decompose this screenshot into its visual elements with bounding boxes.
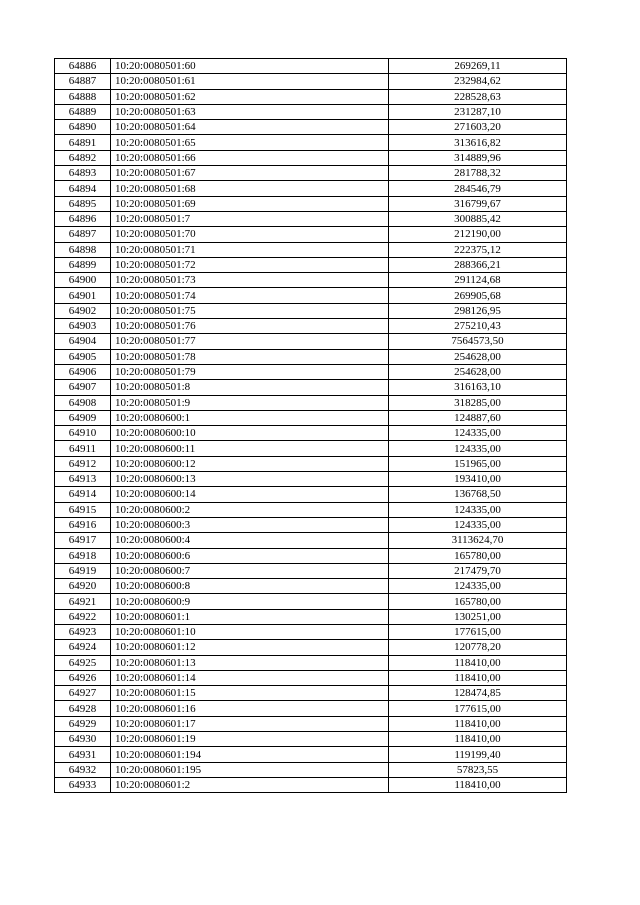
row-number-cell: 64927 (55, 686, 111, 701)
table-row (55, 472, 567, 487)
row-number-cell: 64890 (55, 120, 111, 135)
row-number-cell: 64915 (55, 502, 111, 517)
row-number-cell: 64919 (55, 563, 111, 578)
table-row (55, 701, 567, 716)
cadastral-value-cell: 298126,95 (389, 303, 567, 318)
table-row (55, 563, 567, 578)
row-number-cell: 64900 (55, 273, 111, 288)
cadastral-number-cell: 10:20:0080501:9 (111, 395, 389, 410)
cadastral-number-cell: 10:20:0080600:1 (111, 410, 389, 425)
table-row (55, 273, 567, 288)
cadastral-value-cell: 284546,79 (389, 181, 567, 196)
cadastral-number-cell: 10:20:0080501:62 (111, 89, 389, 104)
cadastral-value-cell: 228528,63 (389, 89, 567, 104)
cadastral-number-cell: 10:20:0080501:67 (111, 166, 389, 181)
table-row (55, 211, 567, 226)
table-row (55, 624, 567, 639)
cadastral-value-cell: 118410,00 (389, 732, 567, 747)
row-number-cell: 64907 (55, 380, 111, 395)
row-number-cell: 64922 (55, 609, 111, 624)
cadastral-number-cell: 10:20:0080501:64 (111, 120, 389, 135)
table-row (55, 426, 567, 441)
row-number-cell: 64905 (55, 349, 111, 364)
table-row (55, 349, 567, 364)
cadastral-number-cell: 10:20:0080501:74 (111, 288, 389, 303)
cadastral-number-cell: 10:20:0080600:13 (111, 472, 389, 487)
row-number-cell: 64930 (55, 732, 111, 747)
cadastral-number-cell: 10:20:0080501:68 (111, 181, 389, 196)
row-number-cell: 64923 (55, 624, 111, 639)
cadastral-value-cell: 128474,85 (389, 686, 567, 701)
table-row (55, 441, 567, 456)
cadastral-number-cell: 10:20:0080501:7 (111, 211, 389, 226)
table-row (55, 579, 567, 594)
row-number-cell: 64931 (55, 747, 111, 762)
table-row (55, 732, 567, 747)
cadastral-number-cell: 10:20:0080501:8 (111, 380, 389, 395)
cadastral-value-cell: 7564573,50 (389, 334, 567, 349)
table-row (55, 502, 567, 517)
cadastral-value-cell: 165780,00 (389, 548, 567, 563)
table-row (55, 242, 567, 257)
table-row (55, 104, 567, 119)
row-number-cell: 64888 (55, 89, 111, 104)
cadastral-value-cell: 288366,21 (389, 257, 567, 272)
cadastral-number-cell: 10:20:0080501:60 (111, 59, 389, 74)
row-number-cell: 64917 (55, 533, 111, 548)
cadastral-number-cell: 10:20:0080601:12 (111, 640, 389, 655)
cadastral-value-cell: 291124,68 (389, 273, 567, 288)
row-number-cell: 64910 (55, 426, 111, 441)
row-number-cell: 64897 (55, 227, 111, 242)
cadastral-number-cell: 10:20:0080501:69 (111, 196, 389, 211)
cadastral-number-cell: 10:20:0080600:9 (111, 594, 389, 609)
cadastral-value-cell: 119199,40 (389, 747, 567, 762)
row-number-cell: 64912 (55, 456, 111, 471)
cadastral-number-cell: 10:20:0080601:15 (111, 686, 389, 701)
table-row (55, 487, 567, 502)
cadastral-value-cell: 118410,00 (389, 716, 567, 731)
cadastral-value-cell: 314889,96 (389, 150, 567, 165)
cadastral-number-cell: 10:20:0080601:2 (111, 777, 389, 792)
row-number-cell: 64894 (55, 181, 111, 196)
cadastral-value-cell: 275210,43 (389, 319, 567, 334)
row-number-cell: 64891 (55, 135, 111, 150)
table-row (55, 150, 567, 165)
cadastral-value-cell: 136768,50 (389, 487, 567, 502)
table-row (55, 74, 567, 89)
row-number-cell: 64920 (55, 579, 111, 594)
cadastral-value-cell: 118410,00 (389, 670, 567, 685)
row-number-cell: 64933 (55, 777, 111, 792)
row-number-cell: 64916 (55, 517, 111, 532)
table-row (55, 686, 567, 701)
cadastral-value-cell: 269905,68 (389, 288, 567, 303)
cadastral-number-cell: 10:20:0080600:10 (111, 426, 389, 441)
table-row (55, 533, 567, 548)
cadastral-value-cell: 3113624,70 (389, 533, 567, 548)
cadastral-value-cell: 124887,60 (389, 410, 567, 425)
table-row (55, 655, 567, 670)
cadastral-number-cell: 10:20:0080601:1 (111, 609, 389, 624)
table-row (55, 59, 567, 74)
cadastral-number-cell: 10:20:0080600:6 (111, 548, 389, 563)
cadastral-value-cell: 118410,00 (389, 655, 567, 670)
cadastral-number-cell: 10:20:0080501:78 (111, 349, 389, 364)
cadastral-number-cell: 10:20:0080501:63 (111, 104, 389, 119)
cadastral-value-cell: 316799,67 (389, 196, 567, 211)
row-number-cell: 64898 (55, 242, 111, 257)
cadastral-value-cell: 165780,00 (389, 594, 567, 609)
cadastral-value-cell: 124335,00 (389, 517, 567, 532)
cadastral-value-cell: 313616,82 (389, 135, 567, 150)
row-number-cell: 64899 (55, 257, 111, 272)
cadastral-value-cell: 212190,00 (389, 227, 567, 242)
table-row (55, 181, 567, 196)
row-number-cell: 64908 (55, 395, 111, 410)
cadastral-number-cell: 10:20:0080501:70 (111, 227, 389, 242)
table-row (55, 303, 567, 318)
row-number-cell: 64918 (55, 548, 111, 563)
cadastral-value-cell: 177615,00 (389, 701, 567, 716)
cadastral-value-cell: 57823,55 (389, 762, 567, 777)
table-row (55, 609, 567, 624)
cadastral-value-cell: 316163,10 (389, 380, 567, 395)
table-row (55, 747, 567, 762)
cadastral-value-cell: 151965,00 (389, 456, 567, 471)
row-number-cell: 64924 (55, 640, 111, 655)
row-number-cell: 64886 (55, 59, 111, 74)
row-number-cell: 64902 (55, 303, 111, 318)
cadastral-value-cell: 254628,00 (389, 349, 567, 364)
cadastral-number-cell: 10:20:0080601:13 (111, 655, 389, 670)
cadastral-number-cell: 10:20:0080601:19 (111, 732, 389, 747)
row-number-cell: 64921 (55, 594, 111, 609)
cadastral-value-cell: 124335,00 (389, 579, 567, 594)
cadastral-number-cell: 10:20:0080501:61 (111, 74, 389, 89)
table-row (55, 548, 567, 563)
table-row (55, 364, 567, 379)
cadastral-number-cell: 10:20:0080601:194 (111, 747, 389, 762)
cadastral-number-cell: 10:20:0080601:17 (111, 716, 389, 731)
table-row (55, 517, 567, 532)
cadastral-value-cell: 232984,62 (389, 74, 567, 89)
cadastral-value-cell: 193410,00 (389, 472, 567, 487)
table-row (55, 166, 567, 181)
cadastral-number-cell: 10:20:0080501:73 (111, 273, 389, 288)
cadastral-number-cell: 10:20:0080600:14 (111, 487, 389, 502)
table-row (55, 227, 567, 242)
cadastral-value-cell: 231287,10 (389, 104, 567, 119)
cadastral-value-cell: 254628,00 (389, 364, 567, 379)
cadastral-number-cell: 10:20:0080501:65 (111, 135, 389, 150)
row-number-cell: 64892 (55, 150, 111, 165)
row-number-cell: 64906 (55, 364, 111, 379)
row-number-cell: 64904 (55, 334, 111, 349)
cadastral-number-cell: 10:20:0080501:75 (111, 303, 389, 318)
row-number-cell: 64887 (55, 74, 111, 89)
cadastral-value-cell: 281788,32 (389, 166, 567, 181)
cadastral-value-cell: 217479,70 (389, 563, 567, 578)
row-number-cell: 64928 (55, 701, 111, 716)
cadastral-value-cell: 124335,00 (389, 502, 567, 517)
row-number-cell: 64913 (55, 472, 111, 487)
cadastral-number-cell: 10:20:0080600:4 (111, 533, 389, 548)
table-row (55, 410, 567, 425)
table-row (55, 120, 567, 135)
cadastral-number-cell: 10:20:0080501:72 (111, 257, 389, 272)
row-number-cell: 64925 (55, 655, 111, 670)
cadastral-value-table (54, 58, 567, 793)
table-row (55, 456, 567, 471)
table-row (55, 777, 567, 792)
table-row (55, 135, 567, 150)
row-number-cell: 64929 (55, 716, 111, 731)
row-number-cell: 64893 (55, 166, 111, 181)
table-row (55, 380, 567, 395)
row-number-cell: 64903 (55, 319, 111, 334)
cadastral-number-cell: 10:20:0080600:2 (111, 502, 389, 517)
row-number-cell: 64895 (55, 196, 111, 211)
cadastral-number-cell: 10:20:0080501:66 (111, 150, 389, 165)
row-number-cell: 64889 (55, 104, 111, 119)
table-row (55, 257, 567, 272)
row-number-cell: 64896 (55, 211, 111, 226)
cadastral-value-cell: 269269,11 (389, 59, 567, 74)
cadastral-value-cell: 124335,00 (389, 441, 567, 456)
row-number-cell: 64909 (55, 410, 111, 425)
cadastral-number-cell: 10:20:0080601:10 (111, 624, 389, 639)
cadastral-number-cell: 10:20:0080600:8 (111, 579, 389, 594)
cadastral-number-cell: 10:20:0080601:14 (111, 670, 389, 685)
table-row (55, 334, 567, 349)
cadastral-number-cell: 10:20:0080600:7 (111, 563, 389, 578)
table-row (55, 395, 567, 410)
row-number-cell: 64914 (55, 487, 111, 502)
cadastral-value-cell: 300885,42 (389, 211, 567, 226)
cadastral-number-cell: 10:20:0080600:3 (111, 517, 389, 532)
cadastral-number-cell: 10:20:0080600:12 (111, 456, 389, 471)
cadastral-number-cell: 10:20:0080601:195 (111, 762, 389, 777)
cadastral-value-cell: 130251,00 (389, 609, 567, 624)
row-number-cell: 64901 (55, 288, 111, 303)
cadastral-value-cell: 124335,00 (389, 426, 567, 441)
table-row (55, 319, 567, 334)
cadastral-value-cell: 222375,12 (389, 242, 567, 257)
table-row (55, 670, 567, 685)
table-body (55, 59, 567, 793)
cadastral-value-cell: 120778,20 (389, 640, 567, 655)
cadastral-value-cell: 177615,00 (389, 624, 567, 639)
cadastral-number-cell: 10:20:0080501:76 (111, 319, 389, 334)
table-row (55, 594, 567, 609)
cadastral-number-cell: 10:20:0080601:16 (111, 701, 389, 716)
cadastral-number-cell: 10:20:0080501:77 (111, 334, 389, 349)
row-number-cell: 64932 (55, 762, 111, 777)
cadastral-number-cell: 10:20:0080600:11 (111, 441, 389, 456)
cadastral-value-cell: 271603,20 (389, 120, 567, 135)
table-row (55, 288, 567, 303)
cadastral-number-cell: 10:20:0080501:79 (111, 364, 389, 379)
cadastral-number-cell: 10:20:0080501:71 (111, 242, 389, 257)
row-number-cell: 64926 (55, 670, 111, 685)
cadastral-value-cell: 118410,00 (389, 777, 567, 792)
row-number-cell: 64911 (55, 441, 111, 456)
cadastral-value-cell: 318285,00 (389, 395, 567, 410)
table-row (55, 89, 567, 104)
table-row (55, 716, 567, 731)
table-row (55, 640, 567, 655)
table-row (55, 196, 567, 211)
table-row (55, 762, 567, 777)
